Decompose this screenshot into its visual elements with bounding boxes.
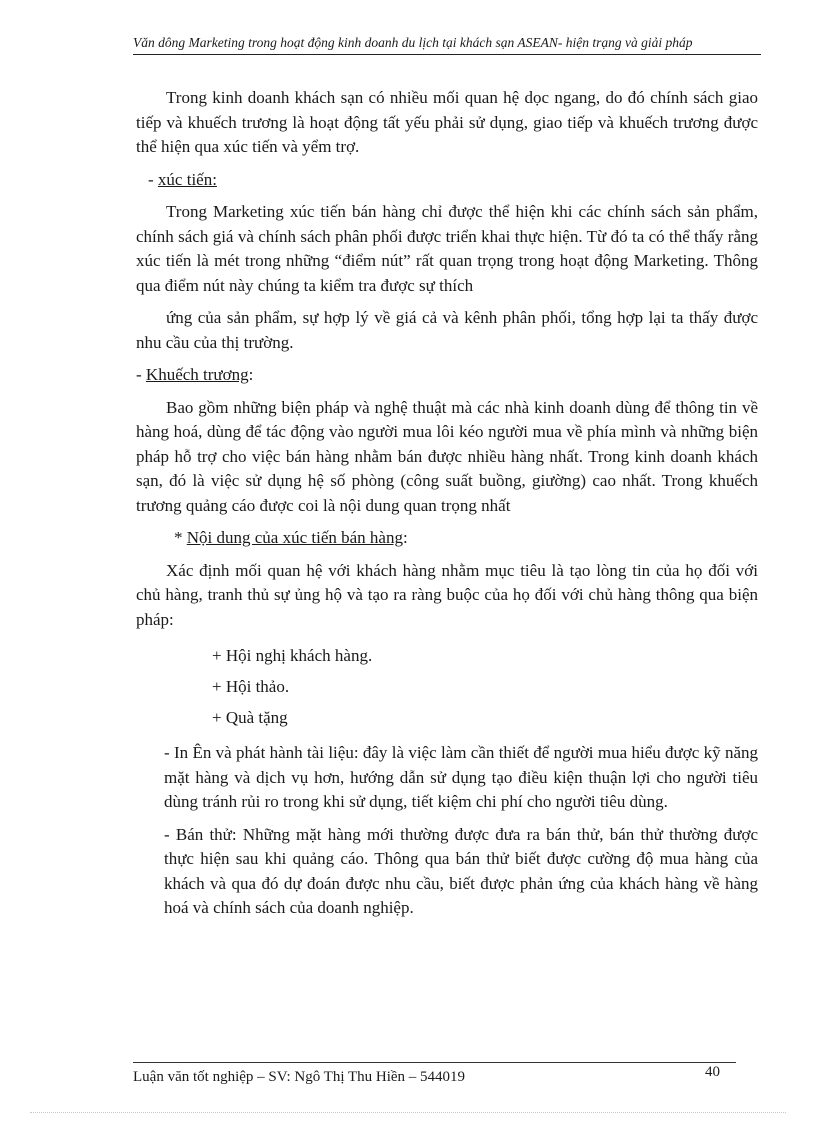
footer-divider — [133, 1062, 736, 1063]
header-title: Văn dông Marketing trong hoạt động kinh doanh du lịch tại khách sạn ASEAN- hiện trạng và giải pháp — [133, 35, 693, 50]
paragraph-khuech-truong: Bao gồm những biện pháp và nghệ thuật mà các nhà kinh doanh dùng để thông tin về hàng hoá, dùng để tác động vào người mua lôi kéo người mua về phía mình và những biện pháp hỗ trợ cho việc bán hàng nhằm bán được nhiều hàng nhất. Trong kinh doanh khách sạn, đó là việc sử dụng hệ số phòng (công suất buồng, giường) cao nhất. Trong khuếch trương quảng cáo được coi là nội dung quan trọng nhất — [136, 397, 758, 515]
page-bottom-border — [30, 1112, 786, 1113]
paragraph-xuc-tien-cont: ứng của sản phẩm, sự hợp lý về giá cả và kênh phân phối, tổng hợp lại ta thấy được nhu cầu của thị trường. — [136, 308, 758, 352]
footer-text: Luận văn tốt nghiệp – SV: Ngô Thị Thu Hiền – 544019 — [133, 1069, 466, 1085]
page-footer — [133, 1067, 713, 1087]
list-item: + Hội thảo. — [212, 677, 290, 696]
paragraph-noi-dung: Xác định mối quan hệ với khách hàng nhằm mục tiêu là tạo lòng tin của họ đối với chủ hàng, tranh thủ sự ủng hộ và tạo ra ràng buộc của họ đối với chủ hàng thông qua biện pháp: — [136, 560, 758, 629]
page-number: 40 — [705, 1064, 720, 1080]
heading-noi-dung: * Nội dung của xúc tiến bán hàng: — [174, 528, 408, 547]
heading-xuc-tien: - xúc tiến: — [148, 169, 217, 189]
heading-xuc-tien-label: xúc tiến: — [157, 169, 217, 189]
list-item: + Quà tặng — [212, 708, 288, 727]
paragraph-intro: Trong kinh doanh khách sạn có nhiều mối quan hệ dọc ngang, do đó chính sách giao tiếp và khuếch trương là hoạt động tất yếu phải sử dụng, giao tiếp và khuếch trương được thể hiện qua xúc tiến và yểm trợ. — [136, 88, 758, 156]
heading-noi-dung-label: Nội dung của xúc tiến bán hàng — [186, 528, 403, 547]
page-body — [136, 86, 758, 921]
paragraph-xuc-tien: Trong Marketing xúc tiến bán hàng chỉ được thể hiện khi các chính sách sản phẩm, chính sách giá và chính sách phân phối được triển khai thực hiện. Từ đó ta có thể thấy rằng xúc tiến là mét trong những “điểm nút” rất quan trọng trong hoạt động Marketing. Thông qua điểm nút này chúng ta kiểm tra được sự thích — [136, 202, 758, 295]
page-header — [133, 34, 761, 55]
heading-khuech-truong: - Khuếch trương: — [136, 365, 254, 384]
paragraph-ban-thu: - Bán thử: Những mặt hàng mới thường được đưa ra bán thử, bán thử thường được thực hiện sau khi quảng cáo. Thông qua bán thử biết được cường độ mua hàng của khách và qua đó dự đoán được nhu cầu, biết được phản ứng của khách hàng về hàng hoá và chính sách của doanh nghiệp. — [164, 824, 758, 917]
paragraph-in-an: - In Ên và phát hành tài liệu: đây là việc làm cần thiết để người mua hiểu được kỹ năng mặt hàng và dịch vụ hơn, hướng dẫn sử dụng tạo điều kiện thuận lợi cho người tiêu dùng tránh rủi ro trong khi sử dụng, tiết kiệm chi phí cho người tiêu dùng. — [164, 743, 758, 811]
measures-list — [136, 640, 758, 733]
heading-khuech-truong-label: Khuếch trương — [145, 365, 249, 384]
list-item: + Hội nghị khách hàng. — [212, 646, 373, 665]
